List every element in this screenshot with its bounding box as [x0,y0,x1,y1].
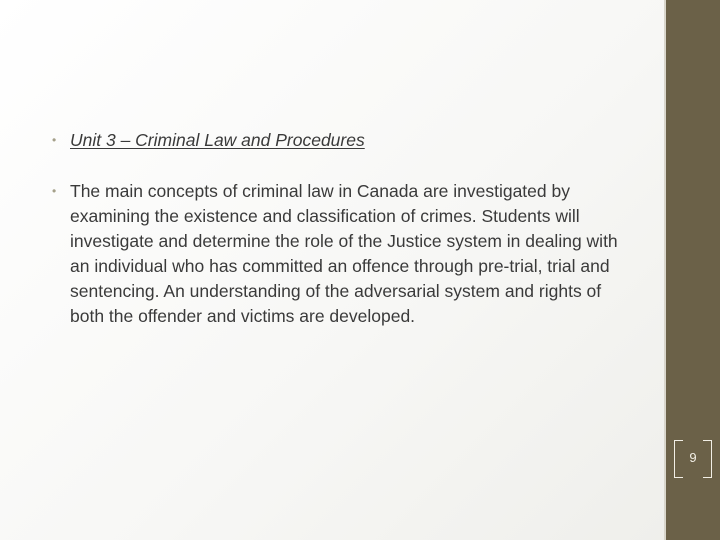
page-number-badge [672,440,714,478]
unit-title: Unit 3 – Criminal Law and Procedures [70,130,365,150]
unit-description: The main concepts of criminal law in Canada are investigated by examining the existence and classification of crimes. Students will investigate and determine the role of the Justice system in dealing with an individual who has committed an offence through pre-trial, trial and sentencing. An understanding of the adversarial system and rights of both the offender and victims are developed. [70,181,618,326]
bullet-dot: • [52,133,57,147]
bullet-description [48,179,638,329]
page-number: 9 [689,450,697,465]
bullet-unit-title [48,128,638,153]
slide-content [48,128,638,329]
bullet-dot: • [52,184,57,198]
